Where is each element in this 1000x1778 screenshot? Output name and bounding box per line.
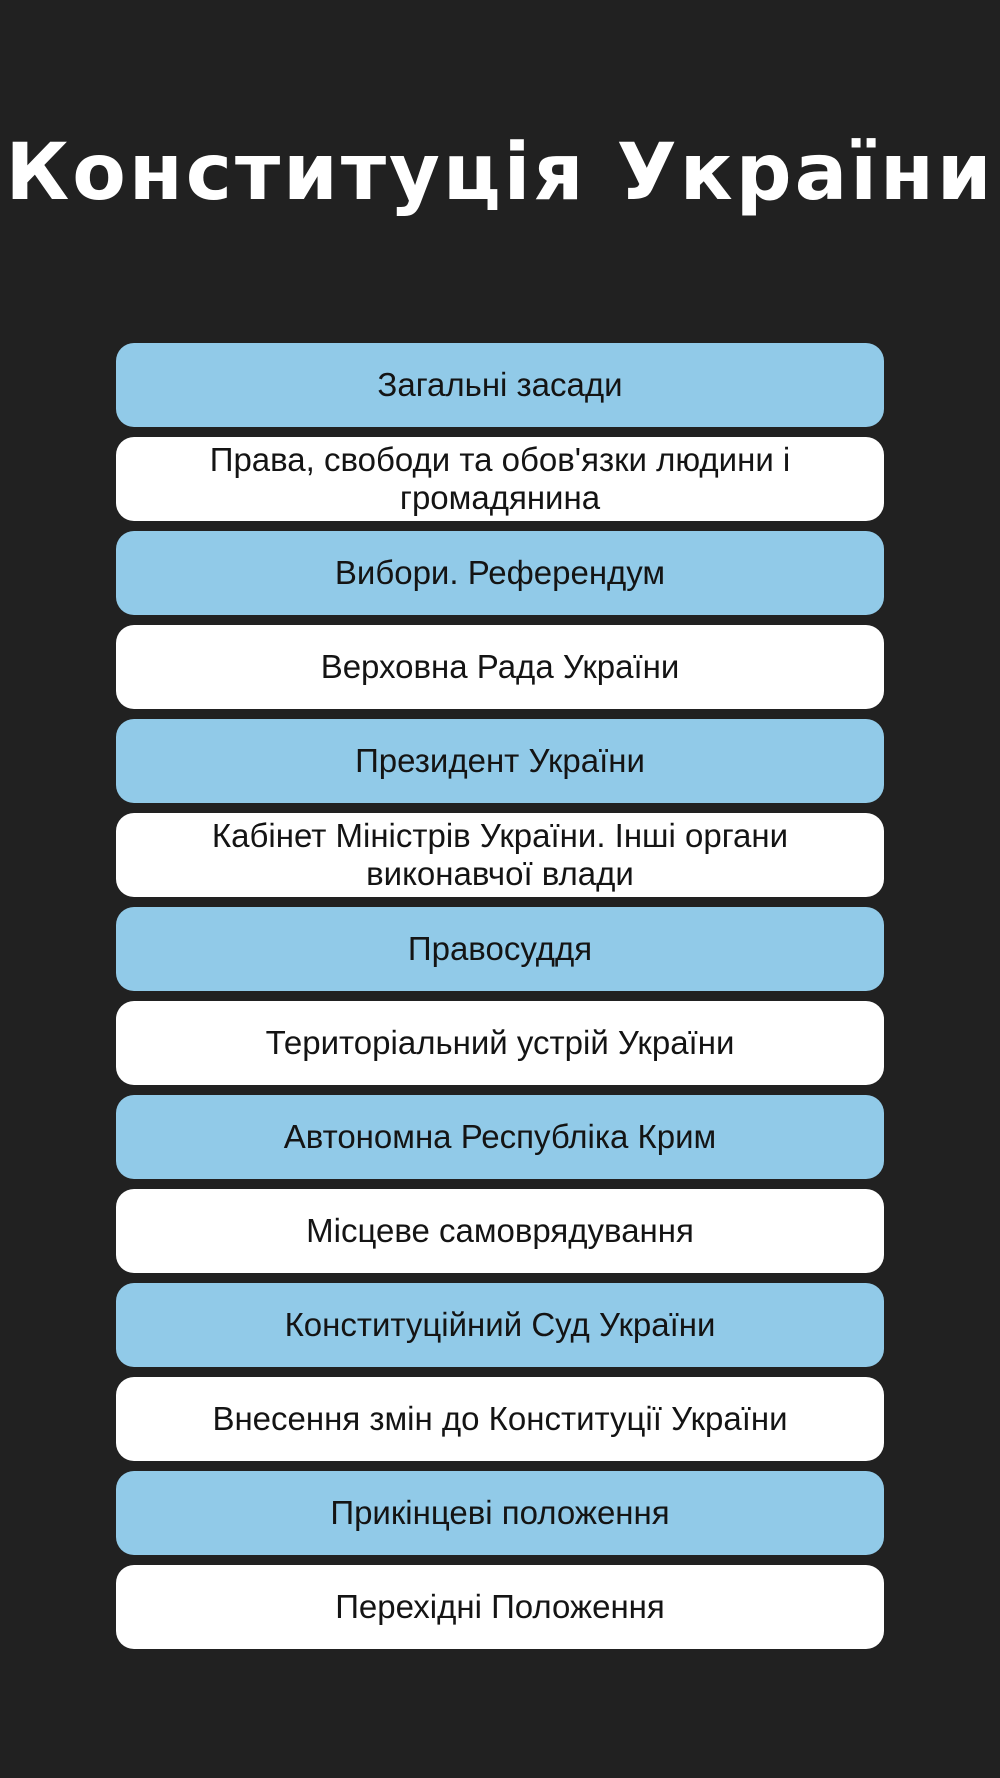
section-button-cabinet-of-ministers[interactable]: Кабінет Міністрів України. Інші органи виконавчої влади [116, 813, 884, 897]
section-button-president[interactable]: Президент України [116, 719, 884, 803]
page-title: Конституція України [5, 128, 995, 218]
section-button-transitional-provisions[interactable]: Перехідні Положення [116, 1565, 884, 1649]
section-button-local-self-government[interactable]: Місцеве самоврядування [116, 1189, 884, 1273]
section-button-final-provisions[interactable]: Прикінцеві положення [116, 1471, 884, 1555]
sections-menu [116, 343, 884, 1649]
section-button-constitutional-court[interactable]: Конституційний Суд України [116, 1283, 884, 1367]
section-button-rights-freedoms[interactable]: Права, свободи та обов'язки людини і громадянина [116, 437, 884, 521]
section-button-elections-referendum[interactable]: Вибори. Референдум [116, 531, 884, 615]
section-button-justice[interactable]: Правосуддя [116, 907, 884, 991]
section-button-territorial-structure[interactable]: Територіальний устрій України [116, 1001, 884, 1085]
section-button-amendments[interactable]: Внесення змін до Конституції України [116, 1377, 884, 1461]
section-button-crimea[interactable]: Автономна Республіка Крим [116, 1095, 884, 1179]
section-button-verkhovna-rada[interactable]: Верховна Рада України [116, 625, 884, 709]
section-button-general-principles[interactable]: Загальні засади [116, 343, 884, 427]
